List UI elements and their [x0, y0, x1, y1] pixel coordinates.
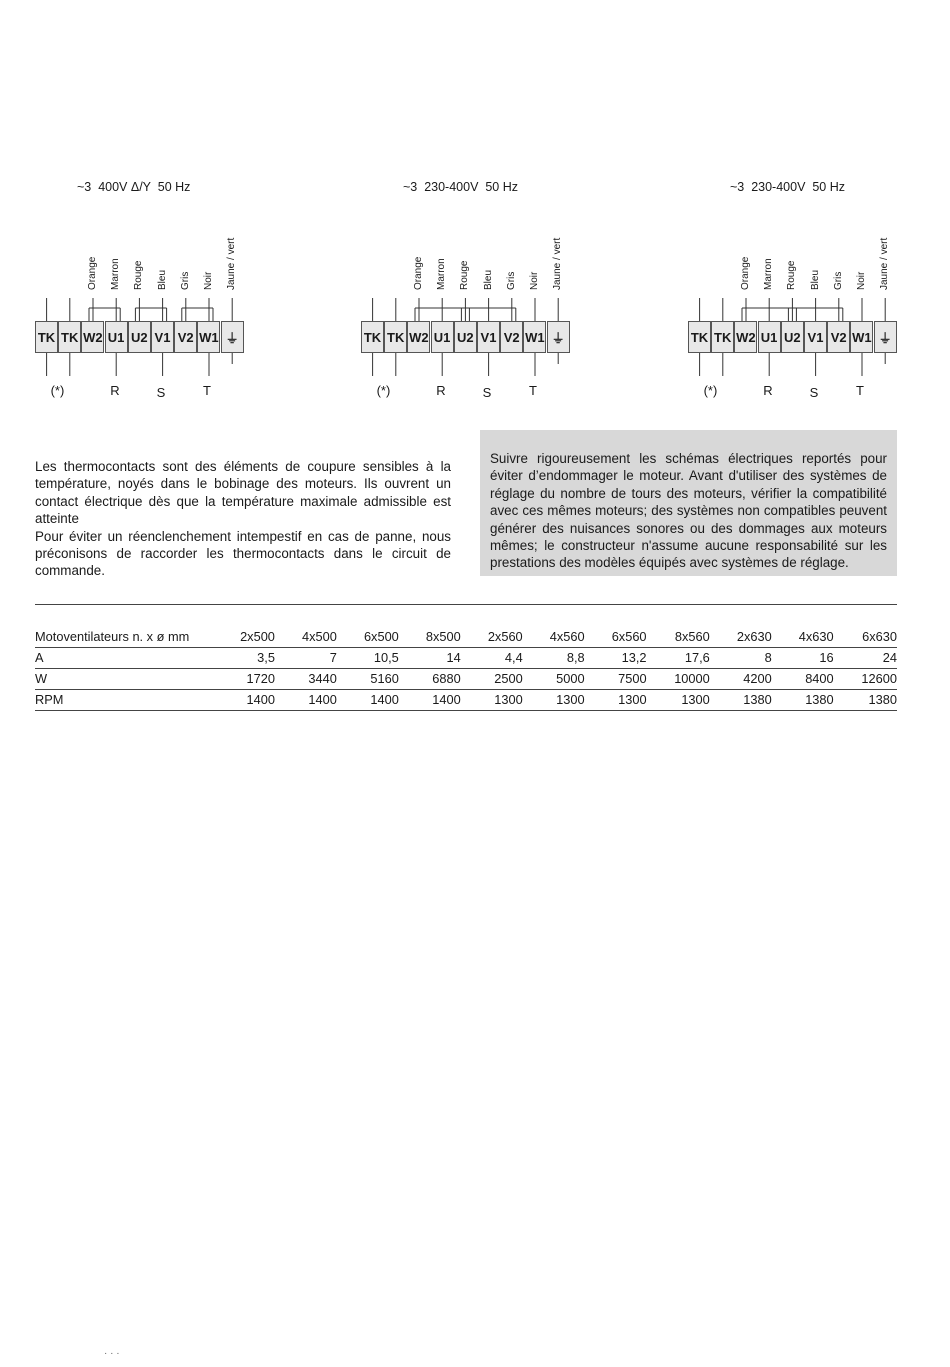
row-label: A — [35, 648, 213, 669]
table-cell: 3440 — [275, 669, 337, 690]
phase-label-r: R — [436, 383, 446, 398]
table-cell: 2x630 — [710, 627, 772, 648]
terminal-v2: V2 — [500, 321, 523, 353]
terminal-tk: TK — [35, 321, 58, 353]
terminal-tk: TK — [711, 321, 734, 353]
wire-color-label: Gris — [179, 271, 191, 290]
table-cell: 3,5 — [213, 648, 275, 669]
table-cell: 13,2 — [585, 648, 647, 669]
motor-specs-table — [35, 627, 897, 711]
wiring-lines — [361, 176, 591, 416]
diagram-title: ~3 230-400V 50 Hz — [403, 180, 519, 194]
phase-label-t: T — [529, 383, 537, 398]
terminal-u1: U1 — [758, 321, 781, 353]
thermocontact-paragraph-2: Pour éviter un réenclenchement intempestif en cas de panne, nous préconisons de raccorder les thermocontacts dans le circuit de commande. — [35, 528, 451, 579]
wiring-lines — [688, 176, 918, 416]
terminal-v1: V1 — [151, 321, 174, 353]
terminal-u2: U2 — [781, 321, 804, 353]
table-cell: 5160 — [337, 669, 399, 690]
wiring-lines — [35, 176, 265, 416]
terminal-tk: TK — [58, 321, 81, 353]
table-cell: 6880 — [399, 669, 461, 690]
table-cell: 8 — [710, 648, 772, 669]
table-cell: 6x630 — [834, 627, 897, 648]
wire-color-label: Jaune / vert — [226, 237, 238, 290]
phase-label-s: S — [809, 385, 819, 400]
wire-color-label: Marron — [763, 258, 775, 290]
terminal-tk: TK — [688, 321, 711, 353]
phase-label-t: T — [856, 383, 864, 398]
wire-color-label: Noir — [856, 271, 867, 290]
table-cell: 8400 — [772, 669, 834, 690]
thermocontact-note-marker: (*) — [50, 383, 65, 398]
wire-color-label: Marron — [436, 258, 448, 290]
wire-color-label: Jaune / vert — [879, 237, 891, 290]
wiring-diagram-230-400v-b — [688, 176, 948, 416]
table-cell: 17,6 — [647, 648, 710, 669]
table-header-row — [35, 627, 897, 648]
page-mark: · · · — [104, 1348, 120, 1359]
wire-color-label: Gris — [505, 271, 517, 290]
table-cell: 8x560 — [647, 627, 710, 648]
wire-color-label: Rouge — [133, 260, 145, 290]
diagram-title: ~3 400V Δ/Y 50 Hz — [77, 180, 191, 194]
warning-note-text: Suivre rigoureusement les schémas électriques reportés pour éviter d’endommager le moteur. Avant d'utiliser des systèmes de réglage du nombre de tours des moteurs, vérifier la compatibilité avec ces mêmes moteurs; des systèmes non compatibles peuvent générer des nuisances sonores ou des dommages aux moteurs mêmes; le constructeur n'assume aucune responsabilité sur les prestations des modèles équipés avec systèmes de réglage. — [490, 451, 887, 571]
table-cell: 2x560 — [461, 627, 523, 648]
table-row — [35, 669, 897, 690]
table-cell: 4x560 — [523, 627, 585, 648]
wire-color-label: Rouge — [786, 260, 798, 290]
wire-color-label: Bleu — [809, 269, 821, 290]
table-cell: 1300 — [585, 690, 647, 711]
table-cell: 4x500 — [275, 627, 337, 648]
table-cell: 1380 — [772, 690, 834, 711]
table-cell: 1400 — [213, 690, 275, 711]
table-cell: 10,5 — [337, 648, 399, 669]
phase-label-r: R — [763, 383, 773, 398]
phase-label-s: S — [156, 385, 166, 400]
terminal-u1: U1 — [431, 321, 454, 353]
table-cell: 14 — [399, 648, 461, 669]
section-divider — [35, 604, 897, 605]
terminal-w1: W1 — [850, 321, 873, 353]
table-cell: 4,4 — [461, 648, 523, 669]
table-cell: 8,8 — [523, 648, 585, 669]
terminal-tk: TK — [361, 321, 384, 353]
table-cell: 5000 — [523, 669, 585, 690]
table-cell: 1400 — [275, 690, 337, 711]
terminal-v2: V2 — [827, 321, 850, 353]
table-cell: 4x630 — [772, 627, 834, 648]
terminal-v1: V1 — [477, 321, 500, 353]
table-cell: 2500 — [461, 669, 523, 690]
terminal-tk: TK — [384, 321, 407, 353]
table-cell: 1300 — [523, 690, 585, 711]
table-cell: 10000 — [647, 669, 710, 690]
thermocontact-note-marker: (*) — [376, 383, 391, 398]
table-cell: 7500 — [585, 669, 647, 690]
table-cell: 24 — [834, 648, 897, 669]
table-cell: 1400 — [399, 690, 461, 711]
terminal-v2: V2 — [174, 321, 197, 353]
thermocontact-paragraph-1: Les thermocontacts sont des éléments de coupure sensibles à la température, noyés dans le bobinage des moteurs. Ils ouvrent un contact électrique dès que la température maximale admissible est atteinte — [35, 459, 451, 527]
table-row — [35, 648, 897, 669]
wire-color-label: Marron — [110, 258, 122, 290]
table-cell: 8x500 — [399, 627, 461, 648]
ground-terminal: ⏚ — [221, 321, 244, 353]
terminal-v1: V1 — [804, 321, 827, 353]
table-cell: 6x560 — [585, 627, 647, 648]
table-cell: 1300 — [647, 690, 710, 711]
thermocontact-note-marker: (*) — [703, 383, 718, 398]
ground-terminal: ⏚ — [874, 321, 897, 353]
table-cell: 1400 — [337, 690, 399, 711]
table-cell: 4200 — [710, 669, 772, 690]
ground-terminal: ⏚ — [547, 321, 570, 353]
terminal-u2: U2 — [454, 321, 477, 353]
phase-label-t: T — [203, 383, 211, 398]
wire-color-label: Bleu — [482, 269, 494, 290]
wire-color-label: Jaune / vert — [552, 237, 564, 290]
wire-color-label: Noir — [529, 271, 540, 290]
row-label: RPM — [35, 690, 213, 711]
table-row — [35, 690, 897, 711]
terminal-w2: W2 — [734, 321, 757, 353]
terminal-w2: W2 — [81, 321, 104, 353]
row-label: Motoventilateurs n. x ø mm — [35, 627, 213, 648]
terminal-w1: W1 — [523, 321, 546, 353]
terminal-w1: W1 — [197, 321, 220, 353]
wire-color-label: Orange — [87, 256, 98, 290]
terminal-u1: U1 — [105, 321, 128, 353]
table-cell: 16 — [772, 648, 834, 669]
thermocontact-description — [35, 458, 451, 580]
wire-color-label: Noir — [203, 271, 214, 290]
wire-color-label: Orange — [413, 256, 424, 290]
table-cell: 12600 — [834, 669, 897, 690]
table-cell: 6x500 — [337, 627, 399, 648]
wiring-diagram-230-400v-a — [361, 176, 621, 416]
phase-label-s: S — [482, 385, 492, 400]
table-cell: 1720 — [213, 669, 275, 690]
table-cell: 1380 — [834, 690, 897, 711]
table-cell: 1300 — [461, 690, 523, 711]
terminal-u2: U2 — [128, 321, 151, 353]
wire-color-label: Rouge — [459, 260, 471, 290]
row-label: W — [35, 669, 213, 690]
table-cell: 7 — [275, 648, 337, 669]
diagram-title: ~3 230-400V 50 Hz — [730, 180, 846, 194]
terminal-w2: W2 — [407, 321, 430, 353]
wire-color-label: Orange — [740, 256, 751, 290]
warning-note-box — [480, 430, 897, 576]
wire-color-label: Bleu — [156, 269, 168, 290]
wire-color-label: Gris — [832, 271, 844, 290]
table-cell: 2x500 — [213, 627, 275, 648]
wiring-diagram-400v-delta-star — [35, 176, 295, 416]
phase-label-r: R — [110, 383, 120, 398]
table-cell: 1380 — [710, 690, 772, 711]
